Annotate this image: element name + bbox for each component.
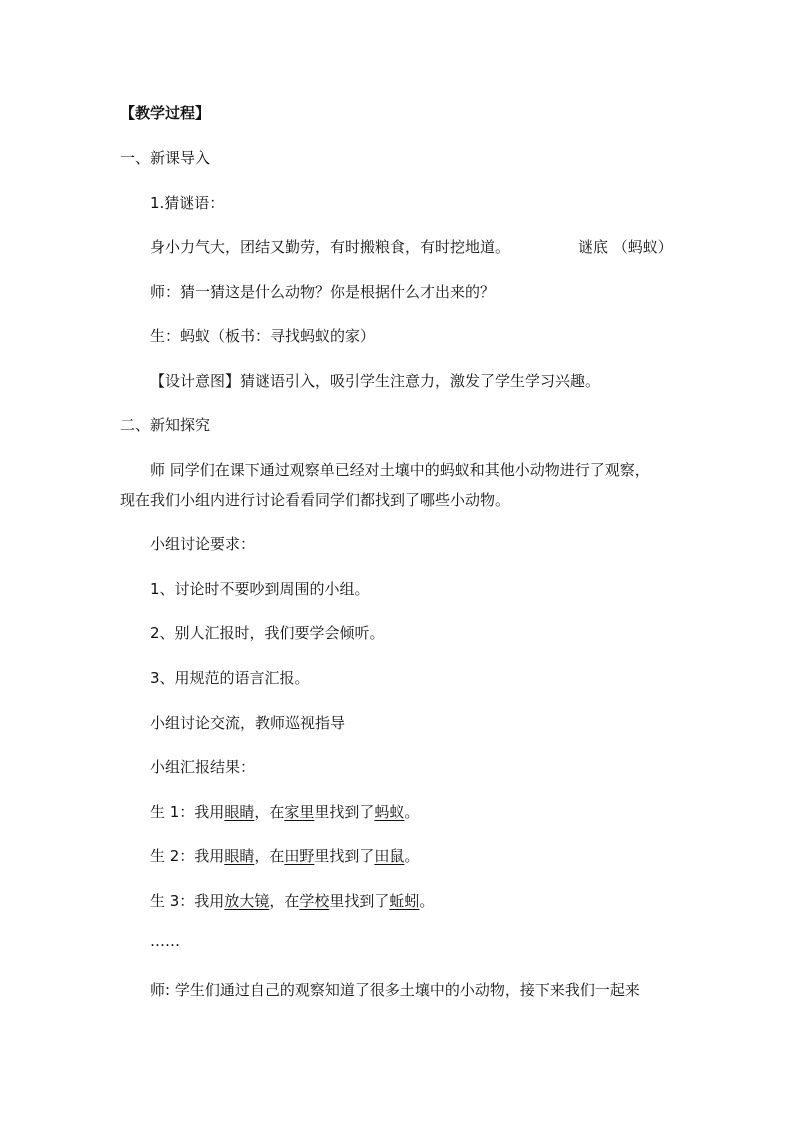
underlined-animal: 蚯蚓 (389, 892, 420, 910)
report-text: 。 (404, 803, 420, 821)
underlined-animal: 蚂蚁 (374, 803, 405, 821)
report-text: 。 (404, 847, 420, 865)
underlined-tool: 放大镜 (224, 892, 270, 910)
design-intent: 【设计意图】猜谜语引入，吸引学生注意力，激发了学生学习兴趣。 (150, 372, 601, 390)
ellipsis: …… (150, 932, 180, 950)
discussion-note: 小组讨论交流，教师巡视指导 (150, 714, 346, 732)
teacher-paragraph-line-1: 师 同学们在课下通过观察单已经对土壤中的蚂蚁和其他小动物进行了观察， (150, 461, 650, 479)
underlined-place: 田野 (284, 847, 315, 865)
riddle-answer: 谜底 （蚂蚁） (578, 238, 673, 256)
student-report-1 (150, 802, 419, 822)
report-text: 里找到了 (314, 847, 375, 865)
teacher-question: 师：猜一猜这是什么动物？你是根据什么才出来的？ (150, 283, 496, 301)
report-text: 里找到了 (329, 892, 390, 910)
section-2-title: 二、新知探究 (120, 416, 211, 434)
report-text: ，在 (254, 803, 285, 821)
report-text: ，在 (269, 892, 300, 910)
requirement-2: 2、别人汇报时，我们要学会倾听。 (150, 624, 385, 642)
underlined-animal: 田鼠 (374, 847, 405, 865)
teacher-closing-line: 师: 学生们通过自己的观察知道了很多土壤中的小动物，接下来我们一起来 (150, 981, 640, 999)
report-text: 里找到了 (314, 803, 375, 821)
teacher-paragraph-line-2: 现在我们小组内进行讨论看看同学们都找到了哪些小动物。 (120, 491, 511, 509)
report-text: 生 3：我用 (150, 892, 225, 910)
requirement-3: 3、用规范的语言汇报。 (150, 669, 310, 687)
report-text: ，在 (254, 847, 285, 865)
report-text: 。 (419, 892, 435, 910)
underlined-tool: 眼睛 (224, 847, 255, 865)
report-text: 生 2：我用 (150, 847, 225, 865)
report-results-title: 小组汇报结果： (150, 758, 256, 776)
underlined-place: 家里 (284, 803, 315, 821)
discussion-requirements-title: 小组讨论要求： (150, 535, 256, 553)
student-report-2 (150, 846, 419, 866)
section-1-title: 一、新课导入 (120, 149, 211, 167)
underlined-tool: 眼睛 (224, 803, 255, 821)
riddle-item-label: 1.猜谜语： (150, 194, 225, 212)
riddle-text: 身小力气大，团结又勤劳，有时搬粮食，有时挖地道。 (150, 238, 511, 256)
student-report-3 (150, 891, 434, 911)
student-answer: 生：蚂蚁（板书：寻找蚂蚁的家） (150, 327, 376, 345)
section-heading: 【教学过程】 (120, 104, 211, 122)
report-text: 生 1：我用 (150, 803, 225, 821)
underlined-place: 学校 (299, 892, 330, 910)
requirement-1: 1、讨论时不要吵到周围的小组。 (150, 580, 370, 598)
